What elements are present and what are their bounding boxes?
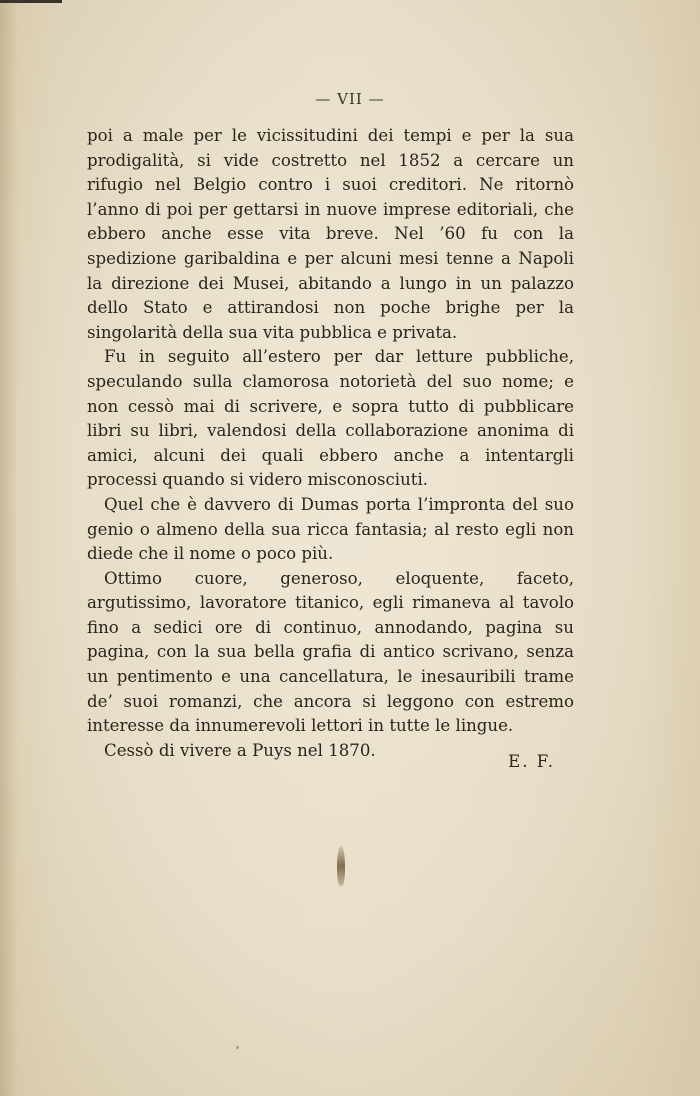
paragraph-4: Ottimo cuore, generoso, eloquente, faceto, argutissimo, lavoratore titanico, egli rimaneva al tavolo fino a sedici ore di continuo, annodando, pagina su pagina, con la sua bella grafia di antico scrivano, senza un pentimento e una cancellatura, le inesauribili trame de’ suoi romanzi, che ancora si leggono con estremo interesse da innumerevoli lettori in tutte le lingue.: [87, 568, 574, 736]
paragraph-5: Cessò di vivere a Puys nel 1870.: [104, 740, 376, 760]
body-text: [87, 124, 574, 763]
scan-edge-mark: [0, 0, 62, 3]
paper-speck: [236, 1046, 239, 1049]
paragraph-1: poi a male per le vicissitudini dei tempi e per la sua prodigalità, si vide costretto nel 1852 a cercare un rifugio nel Belgio contro i suoi creditori. Ne ritornò l’anno di poi per gettarsi in nuove imprese editoriali, che ebbero anche esse vita breve. Nel ’60 fu con la spedizione garibaldina e per alcuni mesi tenne a Napoli la direzione dei Musei, abitando a lungo in un palazzo dello Stato e attirandosi non poche brighe per la singolarità della sua vita pubblica e privata.: [87, 126, 574, 342]
paragraph-3: Quel che è davvero di Dumas porta l’impronta del suo genio o almeno della sua ricca fantasia; al resto egli non diede che il nome o poco più.: [87, 494, 574, 564]
binding-shadow: [0, 0, 18, 1096]
author-initials: E. F.: [508, 752, 555, 771]
ink-stain: [337, 846, 345, 886]
paragraph-2: Fu in seguito all’estero per dar letture pubbliche, speculando sulla clamorosa notorietà del suo nome; e non cessò mai di scrivere, e sopra tutto di pubblicare libri su libri, valendosi della collaborazione anonima di amici, alcuni dei quali ebbero anche a intentargli processi quando si videro misconosciuti.: [87, 347, 574, 490]
page-number-header: — VII —: [315, 90, 385, 108]
